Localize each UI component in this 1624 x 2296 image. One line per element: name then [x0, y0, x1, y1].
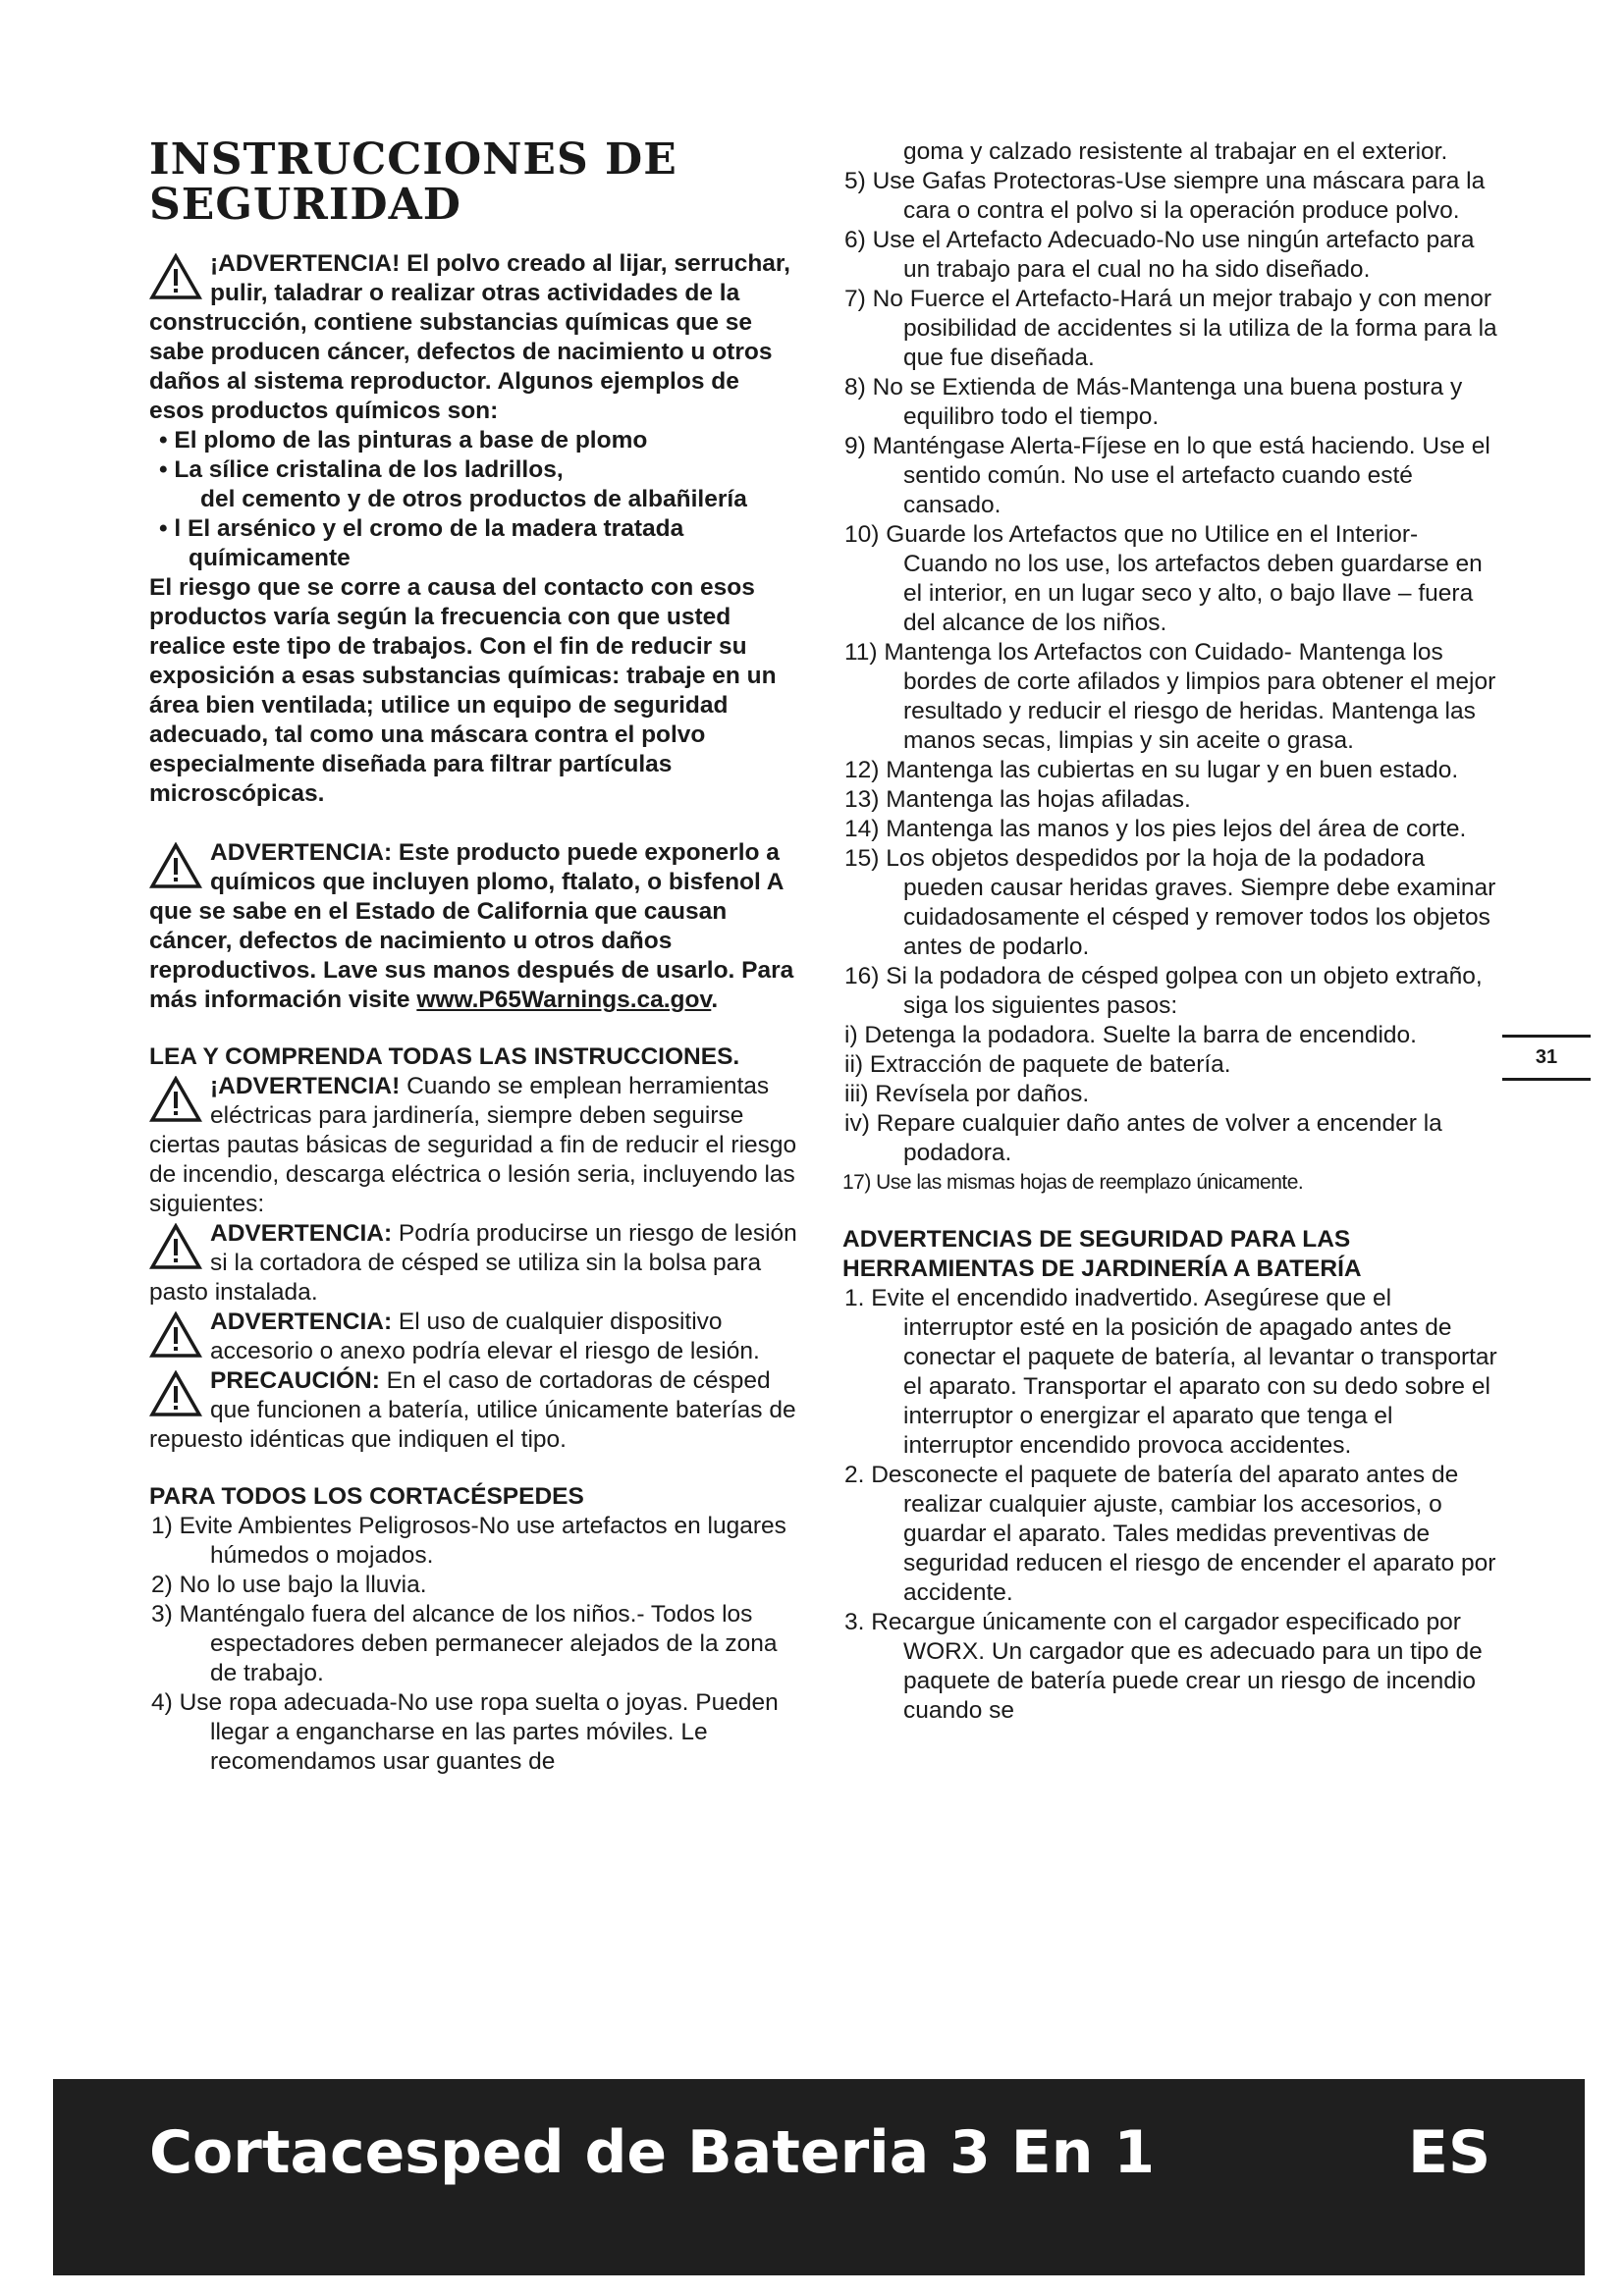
warning-triangle-icon	[149, 1223, 202, 1270]
list-item: 17) Use las mismas hojas de reemplazo únicamente.	[842, 1171, 1304, 1194]
list-item: iv) Repare cualquier daño antes de volver a encender la podadora.	[844, 1110, 1442, 1166]
warning-triangle-icon	[149, 1370, 202, 1417]
list-item: 2. Desconecte el paquete de batería del aparato antes de realizar cualquier ajuste, cambiar los accesorios, o guardar el aparato. Tales medidas preventivas de seguridad reducen el riesgo de encender el aparato por accidente.	[844, 1462, 1496, 1606]
warning-triangle-icon	[149, 253, 202, 300]
battery-tools-heading: ADVERTENCIAS DE SEGURIDAD PARA LAS HERRAMIENTAS DE JARDINERÍA A BATERÍA	[842, 1226, 1362, 1282]
list-item: 3) Manténgalo fuera del alcance de los niños.- Todos los espectadores deben permanecer alejados de la zona de trabajo.	[151, 1601, 778, 1686]
warning-text: Cuando se emplean herramientas eléctricas para jardinería, siempre deben seguirse ciertas pautas básicas de seguridad a fin de reducir el riesgo de incendio, descarga eléctrica o lesión seria, incluyendo las siguientes:	[149, 1073, 797, 1217]
list-item: 9) Manténgase Alerta-Fíjese en lo que está haciendo. Use el sentido común. No use el artefacto cuando esté cansado.	[844, 433, 1490, 518]
list-item: iii) Revísela por daños.	[844, 1081, 1090, 1107]
warning-triangle-icon	[149, 1311, 202, 1359]
dust-warning	[149, 249, 797, 809]
list-item: 1. Evite el encendido inadvertido. Asegúrese que el interruptor esté en la posición de apagado antes de conectar el paquete de batería, al levantar o transportar el aparato. Transportar el aparato con su dedo sobre el interruptor o energizar el aparato que tenga el interruptor encendido provoca accidentes.	[844, 1285, 1497, 1459]
list-item: 8) No se Extienda de Más-Mantenga una buena postura y equilibro todo el tiempo.	[844, 374, 1463, 430]
list-item: ii) Extracción de paquete de batería.	[844, 1051, 1231, 1078]
accessory-warning	[149, 1308, 797, 1366]
list-item: 4) Use ropa adecuada-No use ropa suelta o joyas. Pueden llegar a engancharse en las partes móviles. Le recomendamos usar guantes de	[151, 1689, 779, 1775]
page-number: 31	[1535, 1046, 1558, 1068]
bullet-arsenic: • l El arsénico y el cromo de la madera tratada químicamente	[159, 515, 684, 571]
dust-warning-text: ¡ADVERTENCIA! El polvo creado al lijar, serruchar, pulir, taladrar o realizar otras actividades de la construcción, contiene substancias químicas que se sabe producen cáncer, defectos de nacimiento u otros daños al sistema reproductor. Algunos ejemplos de esos productos químicos son:	[149, 250, 790, 424]
p65-warning: ADVERTENCIA: Este producto puede exponerlo a químicos que incluyen plomo, ftalato, o bisfenol A que se sabe en el Estado de California que causan cáncer, defectos de nacimiento u otros daños reproductivos. Lave sus manos después de usarlo. Para más información visite www.P65Warnings.ca.gov.	[149, 839, 794, 1013]
mowers-heading: PARA TODOS LOS CORTACÉSPEDES	[149, 1483, 584, 1510]
footer-language: ES	[1408, 2118, 1491, 2187]
garden-tools-warning	[149, 1072, 797, 1219]
battery-caution	[149, 1366, 797, 1455]
list-item: 5) Use Gafas Protectoras-Use siempre una máscara para la cara o contra el polvo si la operación produce polvo.	[844, 168, 1486, 224]
list-item: 6) Use el Artefacto Adecuado-No use ningún artefacto para un trabajo para el cual no ha sido diseñado.	[844, 227, 1475, 283]
list-item: 7) No Fuerce el Artefacto-Hará un mejor trabajo y con menor posibilidad de accidentes si la utiliza de la forma para la que fue diseñada.	[844, 286, 1497, 371]
list-item: 15) Los objetos despedidos por la hoja de la podadora pueden causar heridas graves. Siempre debe examinar cuidadosamente el césped y remover todos los objetos antes de podarlo.	[844, 845, 1496, 960]
list-item: 11) Mantenga los Artefactos con Cuidado- Mantenga los bordes de corte afilados y limpios para obtener el mejor resultado y reducir el riesgo de heridas. Mantenga las manos secas, limpias y sin aceite o grasa.	[844, 639, 1496, 754]
bullet-silica: • La sílice cristalina de los ladrillos,	[159, 456, 564, 483]
warning-text: Podría producirse un riesgo de lesión si la cortadora de césped se utiliza sin la bolsa para pasto instalada.	[149, 1220, 797, 1306]
list-item: i) Detenga la podadora. Suelte la barra de encendido.	[844, 1022, 1417, 1048]
page-number-rule-top	[1502, 1035, 1591, 1038]
list-item: 14) Mantenga las manos y los pies lejos del área de corte.	[844, 816, 1467, 842]
read-instructions-heading: LEA Y COMPRENDA TODAS LAS INSTRUCCIONES.	[149, 1043, 740, 1070]
list-item: 12) Mantenga las cubiertas en su lugar y en buen estado.	[844, 757, 1459, 783]
page-number-rule-bottom	[1502, 1078, 1591, 1081]
list-item: 1) Evite Ambientes Peligrosos-No use artefactos en lugares húmedos o mojados.	[151, 1513, 786, 1569]
list-item: 10) Guarde los Artefactos que no Utilice en el Interior-Cuando no los use, los artefactos deben guardarse en el interior, en un lugar seco y alto, o bajo llave – fuera del alcance de los niños.	[844, 521, 1483, 636]
warning-label: ADVERTENCIA:	[210, 1220, 393, 1247]
grass-bag-warning	[149, 1219, 797, 1308]
caution-label: PRECAUCIÓN:	[210, 1367, 380, 1394]
p65-link[interactable]: www.P65Warnings.ca.gov	[416, 987, 712, 1013]
page-title: INSTRUCCIONES DE SEGURIDAD	[149, 134, 677, 230]
list-item: 16) Si la podadora de césped golpea con un objeto extraño, siga los siguientes pasos:	[844, 963, 1483, 1019]
footer-title: Cortacesped de Bateria 3 En 1	[149, 2118, 1156, 2187]
right-column	[842, 137, 1502, 1726]
list-item: 13) Mantenga las hojas afiladas.	[844, 786, 1191, 813]
p65-warning-text: ADVERTENCIA: Este producto puede exponerlo a químicos que incluyen plomo, ftalato, o bisfenol A que se sabe en el Estado de California que causan cáncer, defectos de nacimiento u otros daños reproductivos. Lave sus manos después de usarlo. Para más información visite	[149, 839, 794, 1013]
risk-paragraph: El riesgo que se corre a causa del contacto con esos productos varía según la frecuencia con que usted realice este tipo de trabajos. Con el fin de reducir su exposición a esas substancias químicas: trabaje en un área bien ventilada; utilice un equipo de seguridad adecuado, tal como una máscara contra el polvo especialmente diseñada para filtrar partículas microscópicas.	[149, 574, 777, 807]
list-item: 2) No lo use bajo la lluvia.	[151, 1572, 427, 1598]
bullet-silica-cont: del cemento y de otros productos de albañilería	[200, 486, 747, 512]
bullet-lead: • El plomo de las pinturas a base de plomo	[159, 427, 648, 454]
list-item: 3. Recargue únicamente con el cargador especificado por WORX. Un cargador que es adecuado para un tipo de paquete de batería puede crear un riesgo de incendio cuando se	[844, 1609, 1483, 1724]
caution-text: En el caso de cortadoras de césped que funcionen a batería, utilice únicamente baterías de repuesto idénticas que indiquen el tipo.	[149, 1367, 796, 1453]
warning-text: El uso de cualquier dispositivo accesorio o anexo podría elevar el riesgo de lesión.	[210, 1308, 760, 1364]
warning-label: ADVERTENCIA:	[210, 1308, 393, 1335]
warning-label: ¡ADVERTENCIA!	[210, 1073, 401, 1099]
warning-triangle-icon	[149, 842, 202, 889]
left-column	[149, 134, 797, 1777]
warning-triangle-icon	[149, 1076, 202, 1123]
list-item-continuation: goma y calzado resistente al trabajar en el exterior.	[903, 138, 1448, 165]
